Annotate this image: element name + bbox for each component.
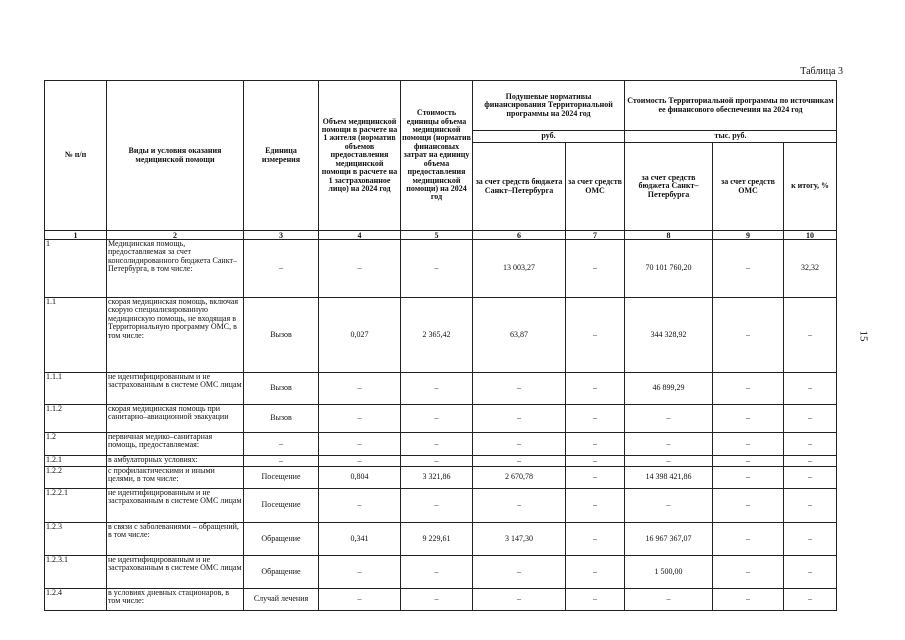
row-unit: Вызов [244,373,319,405]
cell-percapita-budget: – [473,405,566,433]
cell-cost-budget: – [625,589,713,611]
cell-unit-cost: 3 321,86 [401,467,473,489]
cell-total-pct: – [784,556,837,589]
row-description: в амбулаторных условиях: [107,456,244,467]
header-unit: Единица измерения [244,81,319,231]
cell-percapita-oms: – [566,467,625,489]
cell-unit-cost: 9 229,61 [401,523,473,556]
cell-cost-oms: – [713,489,784,523]
column-number: 7 [566,231,625,240]
column-number: 3 [244,231,319,240]
cell-total-pct: – [784,373,837,405]
column-number: 4 [319,231,401,240]
table-row [45,589,837,611]
cell-unit-cost: – [401,456,473,467]
cell-total-pct: 32,32 [784,240,837,298]
cell-percapita-budget: 63,87 [473,298,566,373]
cell-percapita-oms: – [566,523,625,556]
cell-volume: – [319,433,401,456]
header-total-pct: к итогу, % [784,143,837,231]
column-number: 6 [473,231,566,240]
cell-unit-cost: – [401,405,473,433]
row-description: с профилактическими и иными целями, в том числе: [107,467,244,489]
row-number: 1.1.1 [45,373,107,405]
cell-percapita-oms: – [566,556,625,589]
row-number: 1.1 [45,298,107,373]
column-number: 8 [625,231,713,240]
page-number: 15 [857,330,870,342]
cell-cost-budget: 46 899,29 [625,373,713,405]
cell-volume: – [319,240,401,298]
cell-cost-oms: – [713,523,784,556]
cell-cost-budget: 1 500,00 [625,556,713,589]
row-description: первичная медико–санитарная помощь, предоставляемая: [107,433,244,456]
cell-cost-budget: 344 328,92 [625,298,713,373]
cell-cost-oms: – [713,433,784,456]
header-oms: за счет средств ОМС [566,143,625,231]
cell-total-pct: – [784,456,837,467]
cell-unit-cost: – [401,373,473,405]
header-num: № п/п [45,81,107,231]
cell-cost-oms: – [713,456,784,467]
cell-unit-cost: – [401,589,473,611]
cell-volume: 0,341 [319,523,401,556]
cell-total-pct: – [784,489,837,523]
header-budget-spb: за счет средств бюджета Санкт–Петербурга [473,143,566,231]
table-row [45,405,837,433]
row-unit: Вызов [244,298,319,373]
row-description: скорая медицинская помощь при санитарно–авиационной эвакуации [107,405,244,433]
cell-cost-oms: – [713,589,784,611]
header-budget-spb-2: за счет средств бюджета Санкт–Петербурга [625,143,713,231]
cell-cost-oms: – [713,373,784,405]
header-oms-2: за счет средств ОМС [713,143,784,231]
row-unit: Обращение [244,523,319,556]
cell-unit-cost: – [401,489,473,523]
cell-percapita-oms: – [566,240,625,298]
cell-percapita-budget: – [473,556,566,589]
header-percapita: Подушевые нормативы финансирования Территориальной программы на 2024 год [473,81,625,131]
row-unit: – [244,240,319,298]
cell-total-pct: – [784,589,837,611]
cell-cost-budget: – [625,405,713,433]
cell-percapita-budget: 2 670,78 [473,467,566,489]
header-program-cost: Стоимость Территориальной программы по источникам ее финансового обеспечения на 2024 год [625,81,837,131]
cell-percapita-oms: – [566,298,625,373]
column-numbers-row [45,231,837,240]
cell-percapita-budget: 3 147,30 [473,523,566,556]
cell-volume: – [319,589,401,611]
cell-percapita-budget: – [473,589,566,611]
row-description: не идентифицированным и не застрахованным в системе ОМС лицам [107,556,244,589]
cell-volume: 0,027 [319,298,401,373]
row-description: скорая медицинская помощь, включая скорую специализированную медицинскую помощь, не входящая в Территориальную программу ОМС, в том числе: [107,298,244,373]
cell-unit-cost: – [401,556,473,589]
cell-volume: – [319,556,401,589]
row-unit: Обращение [244,556,319,589]
cell-total-pct: – [784,523,837,556]
column-number: 9 [713,231,784,240]
row-number: 1.2.2.1 [45,489,107,523]
cell-volume: – [319,456,401,467]
cell-percapita-budget: – [473,373,566,405]
table-row [45,467,837,489]
cell-cost-budget: – [625,433,713,456]
table-row [45,556,837,589]
header-cost: Стоимость единицы объема медицинской помощи (норматив финансовых затрат на единицу объема предоставления медицинской помощи) на 2024 год [401,81,473,231]
table-caption: Таблица 3 [800,66,843,77]
table-row [45,298,837,373]
cell-volume: 0,804 [319,467,401,489]
cell-volume: – [319,489,401,523]
row-number: 1.1.2 [45,405,107,433]
row-unit: Случай лечения [244,589,319,611]
cell-percapita-oms: – [566,589,625,611]
cell-cost-budget: 16 967 367,07 [625,523,713,556]
table-row [45,373,837,405]
row-description: в условиях дневных стационаров, в том числе: [107,589,244,611]
header-types: Виды и условия оказания медицинской помощи [107,81,244,231]
cell-cost-budget: 70 101 760,20 [625,240,713,298]
column-number: 2 [107,231,244,240]
table-row [45,240,837,298]
header-thous-rub: тыс. руб. [625,131,837,143]
row-number: 1.2.1 [45,456,107,467]
cell-total-pct: – [784,405,837,433]
cell-percapita-budget: – [473,489,566,523]
header-rub: руб. [473,131,625,143]
row-number: 1.2.3 [45,523,107,556]
financing-table [44,80,837,611]
header-volume: Объем медицинской помощи в расчете на 1 жителя (норматив объемов предоставления медицинской помощи в расчете на 1 застрахованное лицо) на 2024 год [319,81,401,231]
column-number: 1 [45,231,107,240]
cell-cost-oms: – [713,556,784,589]
cell-unit-cost: 2 365,42 [401,298,473,373]
cell-volume: – [319,373,401,405]
column-number: 10 [784,231,837,240]
cell-total-pct: – [784,433,837,456]
financing-table-container [44,80,837,611]
cell-percapita-budget: – [473,456,566,467]
row-unit: Посещение [244,489,319,523]
cell-percapita-oms: – [566,373,625,405]
cell-cost-oms: – [713,467,784,489]
cell-total-pct: – [784,467,837,489]
row-description: не идентифицированным и не застрахованным в системе ОМС лицам [107,373,244,405]
cell-cost-oms: – [713,298,784,373]
column-number: 5 [401,231,473,240]
cell-cost-budget: 14 398 421,86 [625,467,713,489]
cell-percapita-oms: – [566,433,625,456]
row-unit: – [244,456,319,467]
cell-volume: – [319,405,401,433]
cell-percapita-oms: – [566,456,625,467]
row-number: 1.2.2 [45,467,107,489]
cell-unit-cost: – [401,433,473,456]
row-unit: Вызов [244,405,319,433]
row-description: не идентифицированным и не застрахованным в системе ОМС лицам [107,489,244,523]
cell-cost-oms: – [713,240,784,298]
table-row [45,456,837,467]
row-number: 1.2 [45,433,107,456]
cell-percapita-budget: 13 003,27 [473,240,566,298]
row-description: в связи с заболеваниями – обращений, в том числе: [107,523,244,556]
row-number: 1 [45,240,107,298]
row-description: Медицинская помощь, предоставляемая за счет консолидированного бюджета Санкт–Петербурга, в том числе: [107,240,244,298]
cell-cost-budget: – [625,456,713,467]
cell-percapita-budget: – [473,433,566,456]
cell-total-pct: – [784,298,837,373]
row-unit: – [244,433,319,456]
row-unit: Посещение [244,467,319,489]
table-row [45,433,837,456]
table-row [45,489,837,523]
table-row [45,523,837,556]
cell-percapita-oms: – [566,489,625,523]
cell-cost-oms: – [713,405,784,433]
cell-percapita-oms: – [566,405,625,433]
cell-cost-budget: – [625,489,713,523]
cell-unit-cost: – [401,240,473,298]
row-number: 1.2.3.1 [45,556,107,589]
row-number: 1.2.4 [45,589,107,611]
